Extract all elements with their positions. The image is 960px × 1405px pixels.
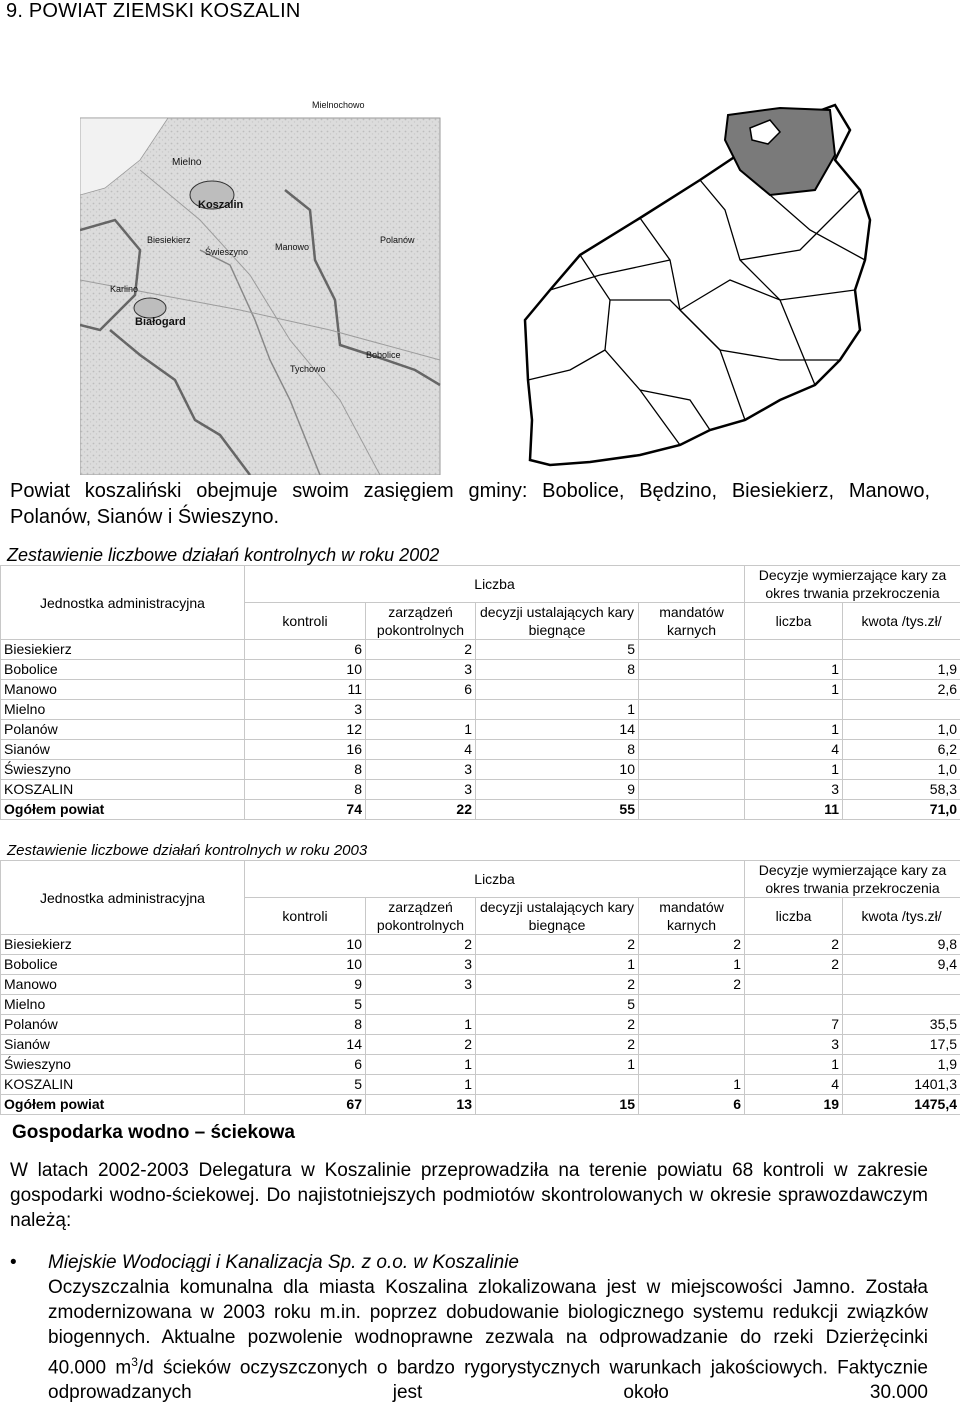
table-row	[1, 1035, 960, 1055]
map-label-biesiekierz: Biesiekierz	[147, 235, 191, 245]
table-row	[1, 780, 960, 800]
row-label: Ogółem powiat	[1, 1095, 245, 1115]
cell-value	[639, 660, 745, 680]
table-row	[1, 680, 960, 700]
cell-value: 1	[745, 760, 843, 780]
cell-value: 4	[745, 740, 843, 760]
cell-value	[639, 680, 745, 700]
cell-value: 8	[245, 780, 366, 800]
map-label-mielno: Mielno	[172, 157, 202, 168]
cell-value: 3	[745, 1035, 843, 1055]
cell-value: 1	[476, 700, 639, 720]
cell-value: 3	[366, 660, 476, 680]
row-label: Manowo	[1, 680, 245, 700]
county-map	[80, 100, 440, 475]
cell-value: 6	[245, 1055, 366, 1075]
cell-value: 11	[245, 680, 366, 700]
cell-value: 2	[476, 975, 639, 995]
map-label-koszalin: Koszalin	[198, 199, 244, 211]
col-orders: zarządzeń pokontrolnych	[366, 898, 476, 935]
cell-value: 1	[639, 1075, 745, 1095]
cell-value	[639, 700, 745, 720]
col-number: liczba	[745, 898, 843, 935]
col-controls: kontroli	[245, 898, 366, 935]
cell-value: 2	[476, 1015, 639, 1035]
row-label: Manowo	[1, 975, 245, 995]
table-row	[1, 640, 960, 660]
cell-value: 74	[245, 800, 366, 820]
cell-value: 1	[476, 1055, 639, 1075]
cell-value: 2	[366, 1035, 476, 1055]
cell-value: 3	[366, 760, 476, 780]
cell-value: 10	[245, 955, 366, 975]
col-count: Liczba	[245, 861, 745, 898]
cell-value: 1	[476, 955, 639, 975]
cell-value: 2	[476, 1035, 639, 1055]
cell-value: 14	[476, 720, 639, 740]
col-count: Liczba	[245, 566, 745, 603]
cell-value: 3	[745, 780, 843, 800]
cell-value: 8	[476, 740, 639, 760]
cell-value: 10	[476, 760, 639, 780]
region-map	[525, 105, 870, 465]
col-decisions-fines: decyzji ustalających kary biegnące	[476, 898, 639, 935]
cell-value: 1	[745, 680, 843, 700]
map-label-bobolice: Bobolice	[366, 350, 401, 360]
cell-value: 1475,4	[843, 1095, 960, 1115]
cell-value: 2	[476, 935, 639, 955]
table-row	[1, 995, 960, 1015]
cell-value: 11	[745, 800, 843, 820]
cell-value: 1	[639, 955, 745, 975]
cell-value: 1	[366, 1015, 476, 1035]
row-label: Świeszyno	[1, 1055, 245, 1075]
cell-value	[843, 640, 960, 660]
cell-value: 5	[476, 640, 639, 660]
cell-value: 2	[745, 935, 843, 955]
col-tickets: mandatów karnych	[639, 603, 745, 640]
row-label: KOSZALIN	[1, 1075, 245, 1095]
cell-value: 1	[745, 660, 843, 680]
cell-value: 2	[639, 975, 745, 995]
map-label-manowo: Manowo	[275, 242, 309, 252]
cell-value: 10	[245, 935, 366, 955]
col-amount: kwota /tys.zł/	[843, 603, 960, 640]
cell-value: 13	[366, 1095, 476, 1115]
col-amount: kwota /tys.zł/	[843, 898, 960, 935]
cell-value	[745, 700, 843, 720]
cell-value	[639, 1055, 745, 1075]
row-label: Polanów	[1, 720, 245, 740]
col-controls: kontroli	[245, 603, 366, 640]
bullet-text-part1: Oczyszczalnia komunalna dla miasta Koszalina zlokalizowana jest w miejscowości Jamno. Została zmodernizowana w 2003 roku m.in. poprzez dobudowanie biologicznego systemu redukcji związków biogennych. Aktualne pozwolenie wodnoprawne zezwala na odprowadzanie do rzeki Dzierżęcinki 40.000 m	[48, 1277, 928, 1378]
row-label: Bobolice	[1, 955, 245, 975]
cell-value: 58,3	[843, 780, 960, 800]
cell-value	[843, 975, 960, 995]
cell-value	[476, 1075, 639, 1095]
cell-value: 67	[245, 1095, 366, 1115]
row-label: Biesiekierz	[1, 640, 245, 660]
cell-value	[639, 740, 745, 760]
cell-value	[745, 975, 843, 995]
cell-value: 7	[745, 1015, 843, 1035]
table-total-row	[1, 800, 960, 820]
table-row	[1, 1055, 960, 1075]
cell-value: 8	[245, 1015, 366, 1035]
cell-value: 1,9	[843, 1055, 960, 1075]
table-row	[1, 1075, 960, 1095]
cell-value: 16	[245, 740, 366, 760]
cell-value: 3	[366, 975, 476, 995]
cell-value: 4	[745, 1075, 843, 1095]
col-number: liczba	[745, 603, 843, 640]
row-label: Świeszyno	[1, 760, 245, 780]
table-row	[1, 760, 960, 780]
table-2002-caption: Zestawienie liczbowe działań kontrolnych w roku 2002	[7, 545, 439, 566]
cell-value: 9,8	[843, 935, 960, 955]
table-2002-body	[1, 640, 960, 820]
table-2003	[0, 860, 960, 1115]
table-2003-header	[1, 861, 960, 935]
cell-value: 3	[366, 780, 476, 800]
table-2002	[0, 565, 960, 820]
table-row	[1, 720, 960, 740]
cell-value: 4	[366, 740, 476, 760]
table-row	[1, 935, 960, 955]
cell-value: 1	[366, 1055, 476, 1075]
section-title: Gospodarka wodno – ściekowa	[12, 1122, 295, 1144]
col-decisions: Decyzje wymierzające kary za okres trwania przekroczenia	[745, 566, 960, 603]
cell-value	[639, 760, 745, 780]
section-paragraph: W latach 2002-2003 Delegatura w Koszalinie przeprowadziła na terenie powiatu 68 kontroli w zakresie gospodarki wodno-ściekowej. Do najistotniejszych podmiotów skontrolowanych w okresie sprawozdawczym należą:	[10, 1158, 928, 1233]
row-label: Bobolice	[1, 660, 245, 680]
map-label-mielnochowo: Mielnochowo	[312, 100, 365, 110]
row-label: Ogółem powiat	[1, 800, 245, 820]
cell-value: 5	[476, 995, 639, 1015]
cell-value: 15	[476, 1095, 639, 1115]
intro-paragraph: Powiat koszaliński obejmuje swoim zasięgiem gminy: Bobolice, Będzino, Biesiekierz, Manowo, Polanów, Sianów i Świeszyno.	[10, 478, 930, 530]
cell-value: 9,4	[843, 955, 960, 975]
row-label: Sianów	[1, 1035, 245, 1055]
cell-value: 1,9	[843, 660, 960, 680]
cell-value: 2	[745, 955, 843, 975]
map-label-bialogard: Białogard	[135, 316, 186, 328]
cell-value: 71,0	[843, 800, 960, 820]
cell-value	[639, 800, 745, 820]
cell-value: 3	[366, 955, 476, 975]
cell-value	[639, 780, 745, 800]
cell-value: 35,5	[843, 1015, 960, 1035]
cell-value	[639, 640, 745, 660]
bullet-text-part2: /d ścieków oczyszczonych o bardzo rygorystycznych warunkach jakościowych. Faktycznie odprowadzanych jest około 30.000	[48, 1357, 928, 1403]
row-label: Biesiekierz	[1, 935, 245, 955]
map-label-karlino: Karlino	[110, 284, 138, 294]
map-label-swieszyno: Świeszyno	[205, 246, 248, 257]
cell-value: 3	[245, 700, 366, 720]
cell-value	[843, 700, 960, 720]
cell-value: 6	[639, 1095, 745, 1115]
cell-value: 8	[245, 760, 366, 780]
table-row	[1, 740, 960, 760]
page-heading: 9. POWIAT ZIEMSKI KOSZALIN	[6, 0, 301, 23]
cell-value: 17,5	[843, 1035, 960, 1055]
unit-exponent: 3	[131, 1355, 138, 1369]
row-label: Sianów	[1, 740, 245, 760]
cell-value: 2,6	[843, 680, 960, 700]
col-decisions: Decyzje wymierzające kary za okres trwania przekroczenia	[745, 861, 960, 898]
cell-value: 2	[366, 640, 476, 660]
table-2002-header	[1, 566, 960, 640]
cell-value: 8	[476, 660, 639, 680]
cell-value: 1	[366, 1075, 476, 1095]
cell-value: 9	[245, 975, 366, 995]
table-total-row	[1, 1095, 960, 1115]
bullet-title: Miejskie Wodociągi i Kanalizacja Sp. z o.o. w Koszalinie	[48, 1250, 519, 1275]
cell-value	[745, 995, 843, 1015]
cell-value	[639, 1015, 745, 1035]
maps	[80, 100, 880, 475]
table-row	[1, 700, 960, 720]
cell-value: 6	[366, 680, 476, 700]
cell-value: 22	[366, 800, 476, 820]
cell-value: 6,2	[843, 740, 960, 760]
col-orders: zarządzeń pokontrolnych	[366, 603, 476, 640]
cell-value: 10	[245, 660, 366, 680]
cell-value	[366, 700, 476, 720]
cell-value: 1,0	[843, 760, 960, 780]
row-label: KOSZALIN	[1, 780, 245, 800]
cell-value: 2	[639, 935, 745, 955]
cell-value: 1	[366, 720, 476, 740]
cell-value	[639, 1035, 745, 1055]
cell-value	[366, 995, 476, 1015]
cell-value: 19	[745, 1095, 843, 1115]
cell-value	[745, 640, 843, 660]
table-row	[1, 1015, 960, 1035]
bullet-symbol: •	[10, 1250, 17, 1275]
cell-value: 6	[245, 640, 366, 660]
cell-value	[639, 720, 745, 740]
cell-value: 1401,3	[843, 1075, 960, 1095]
table-2003-body	[1, 935, 960, 1115]
row-label: Mielno	[1, 700, 245, 720]
cell-value: 1	[745, 720, 843, 740]
cell-value: 1	[745, 1055, 843, 1075]
cell-value: 1,0	[843, 720, 960, 740]
row-label: Polanów	[1, 1015, 245, 1035]
map-label-tychowo: Tychowo	[290, 364, 326, 374]
bullet-body	[48, 1275, 928, 1405]
cell-value	[843, 995, 960, 1015]
cell-value: 9	[476, 780, 639, 800]
col-tickets: mandatów karnych	[639, 898, 745, 935]
table-2003-caption: Zestawienie liczbowe działań kontrolnych w roku 2003	[7, 842, 367, 859]
map-label-polanow: Polanów	[380, 235, 415, 245]
cell-value: 5	[245, 1075, 366, 1095]
cell-value: 5	[245, 995, 366, 1015]
row-label: Mielno	[1, 995, 245, 1015]
cell-value: 14	[245, 1035, 366, 1055]
col-decisions-fines: decyzji ustalających kary biegnące	[476, 603, 639, 640]
table-row	[1, 975, 960, 995]
col-unit: Jednostka administracyjna	[1, 566, 245, 640]
table-row	[1, 660, 960, 680]
cell-value: 12	[245, 720, 366, 740]
cell-value	[639, 995, 745, 1015]
col-unit: Jednostka administracyjna	[1, 861, 245, 935]
cell-value	[476, 680, 639, 700]
cell-value: 55	[476, 800, 639, 820]
table-row	[1, 955, 960, 975]
cell-value: 2	[366, 935, 476, 955]
